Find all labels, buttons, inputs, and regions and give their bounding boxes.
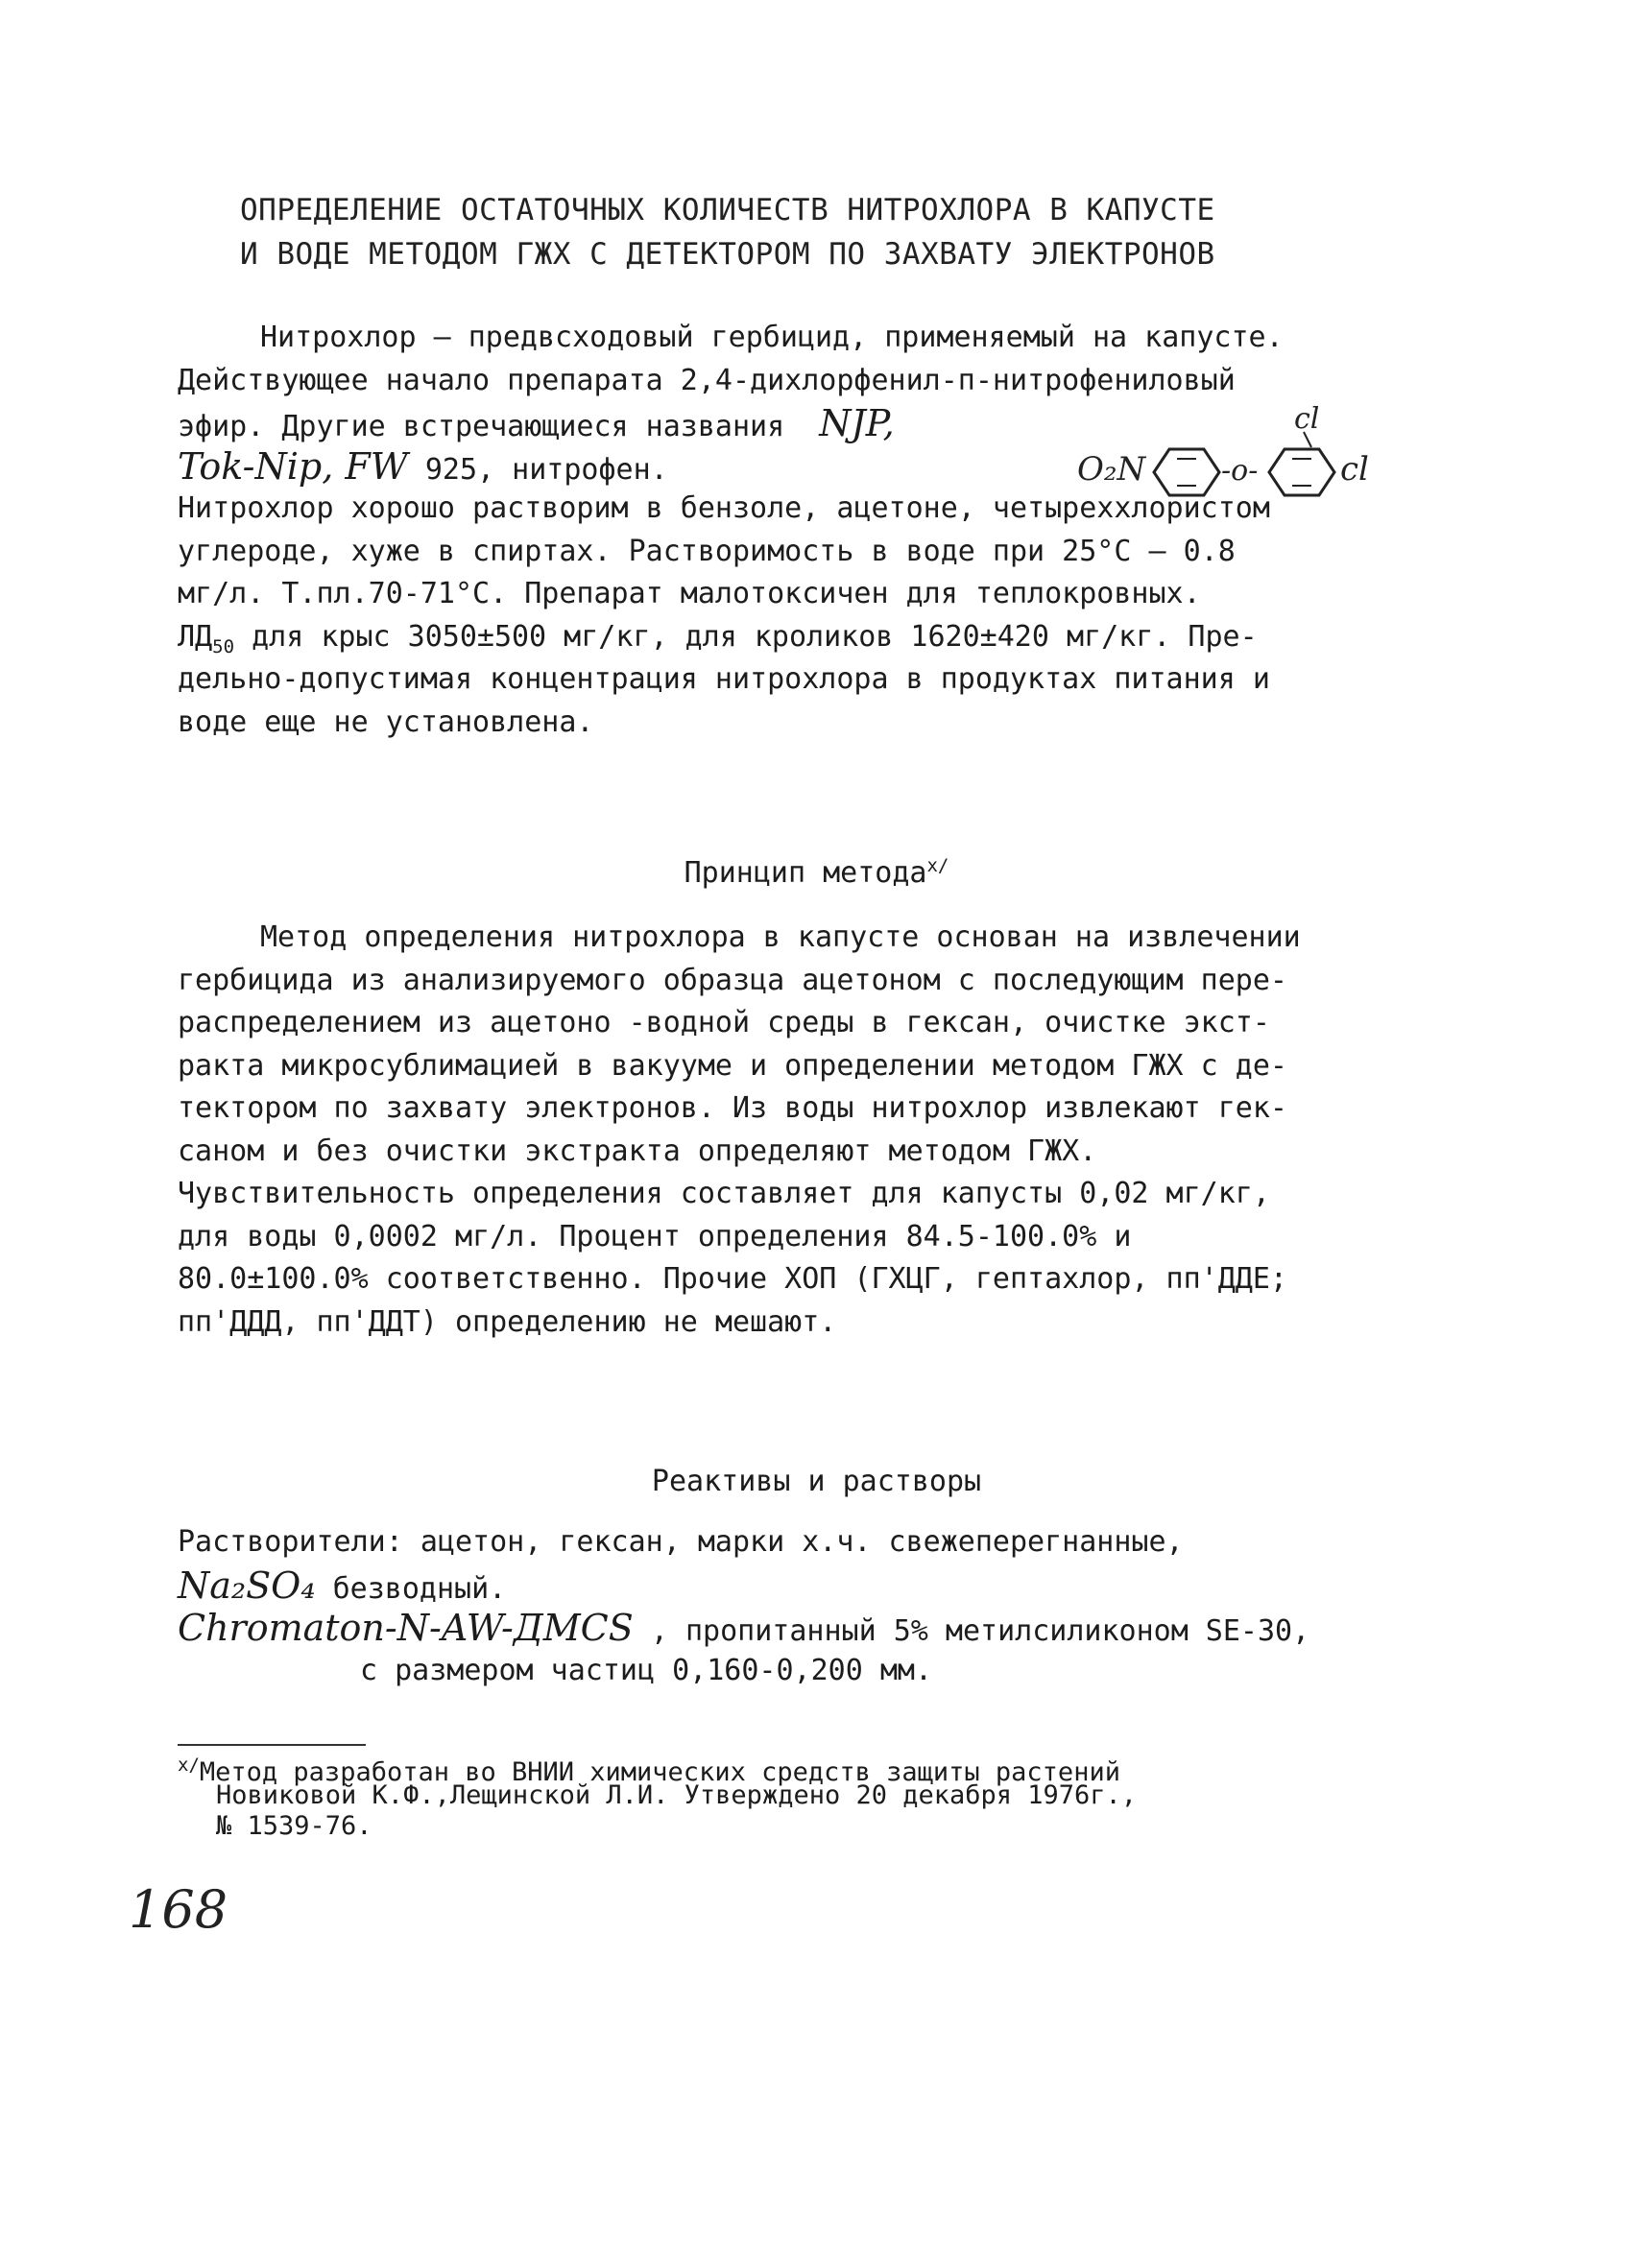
intro-line: $ЛД_{50}$ для крыс 3050±500 мг/кг, для кроликов 1620±420 мг/кг. Пре-: [178, 619, 1258, 657]
reagents-line: Chromaton-N-AW-ДМСS , пропитанный 5% метилсиликоном SE-30,: [178, 1607, 1310, 1649]
intro-line: Нитрохлор хорошо растворим в бензоле, ацетоне, четыреххлористом: [178, 491, 1270, 525]
principle-paragraph: [178, 917, 1454, 1344]
reagents-heading: Реактивы и растворы: [651, 1465, 982, 1498]
intro-line: Действующее начало препарата 2,4-дихлорфенил-п-нитрофениловый: [178, 363, 1236, 397]
formula-nitro-group: O₂N: [1077, 450, 1146, 489]
principle-line: саном и без очистки экстракта определяют методом ГЖХ.: [178, 1134, 1097, 1168]
handwritten-name: Tok-Nip, FW: [178, 444, 408, 488]
intro-line: эфир. Другие встречающиеся названия NJP,: [178, 402, 895, 444]
reagents-paragraph: [178, 1521, 1454, 1692]
handwritten-formula: Na₂SO₄: [178, 1564, 316, 1607]
intro-line: мг/л. Т.пл.70-71°С. Препарат малотоксичен для теплокровных.: [178, 577, 1201, 610]
principle-line: гербицида из анализируемого образца ацетоном с последующим пере-: [178, 963, 1287, 997]
principle-line: пп'ДДД, пп'ДДТ) определению не мешают.: [178, 1304, 837, 1339]
principle-line: распределением из ацетоно -водной среды в гексан, очистке экст-: [178, 1006, 1270, 1039]
footnote-line: Новиковой К.Ф.,Лещинской Л.И. Утверждено 20 декабря 1976г.,: [216, 1780, 1138, 1810]
handwritten-name: NJP,: [819, 402, 895, 444]
document-title: [240, 188, 1392, 276]
intro-line: углероде, хуже в спиртах. Растворимость в воде при 25°С – 0.8: [178, 534, 1236, 568]
intro-line: дельно-допустимая концентрация нитрохлора в продуктах питания и: [178, 662, 1270, 696]
principle-line: Метод определения нитрохлора в капусте основан на извлечении: [260, 920, 1301, 954]
principle-line: для воды 0,0002 мг/л. Процент определения 84.5-100.0% и: [178, 1219, 1132, 1253]
formula-ether-link: -o-: [1221, 454, 1259, 488]
intro-line: Tok-Nip, FW 925, нитрофен.: [178, 444, 668, 488]
footnote-line: $^{x/}$Метод разработан во ВНИИ химических средств защиты растений: [178, 1755, 1120, 1787]
intro-line: Нитрохлор – предвсходовый гербицид, применяемый на капусте.: [260, 321, 1284, 354]
page-number: 168: [129, 1879, 228, 1940]
handwritten-name: Chromaton-N-AW-ДМСS: [178, 1607, 634, 1649]
footnote: [178, 1742, 1454, 1842]
principle-line: 80.0±100.0% соответственно. Прочие ХОП (ГХЦГ, гептахлор, пп'ДДЕ;: [178, 1262, 1287, 1296]
principle-heading: Принцип метода$^{x/}$: [684, 855, 949, 890]
footnote-mark: x/: [178, 1755, 200, 1776]
reagents-line: Na₂SO₄ безводный.: [178, 1564, 507, 1607]
title-line-2: И ВОДЕ МЕТОДОМ ГЖХ С ДЕТЕКТОРОМ ПО ЗАХВАТУ ЭЛЕКТРОНОВ: [240, 237, 1215, 272]
intro-paragraph: [178, 317, 1454, 744]
formula-chlorine-top: cl: [1294, 403, 1320, 436]
structural-formula: [1077, 403, 1432, 518]
intro-line: воде еще не установлена.: [178, 704, 594, 739]
reagents-line: Растворители: ацетон, гексан, марки х.ч. свежеперегнанные,: [178, 1525, 1184, 1559]
formula-chlorine-right: cl: [1340, 450, 1369, 489]
benzene-ring-left: [1154, 449, 1219, 495]
footnote-line: № 1539-76.: [216, 1811, 372, 1841]
principle-line: тектором по захвату электронов. Из воды нитрохлор извлекают гек-: [178, 1091, 1287, 1125]
reagents-line: с размером частиц 0,160-0,200 мм.: [360, 1653, 933, 1687]
principle-line: Чувствительность определения составляет для капусты 0,02 мг/кг,: [178, 1177, 1270, 1210]
benzene-ring-right: [1269, 449, 1334, 495]
principle-line: ракта микросублимацией в вакууме и определении методом ГЖХ с де-: [178, 1048, 1287, 1083]
title-line-1: ОПРЕДЕЛЕНИЕ ОСТАТОЧНЫХ КОЛИЧЕСТВ НИТРОХЛОРА В КАПУСТЕ: [240, 193, 1215, 227]
